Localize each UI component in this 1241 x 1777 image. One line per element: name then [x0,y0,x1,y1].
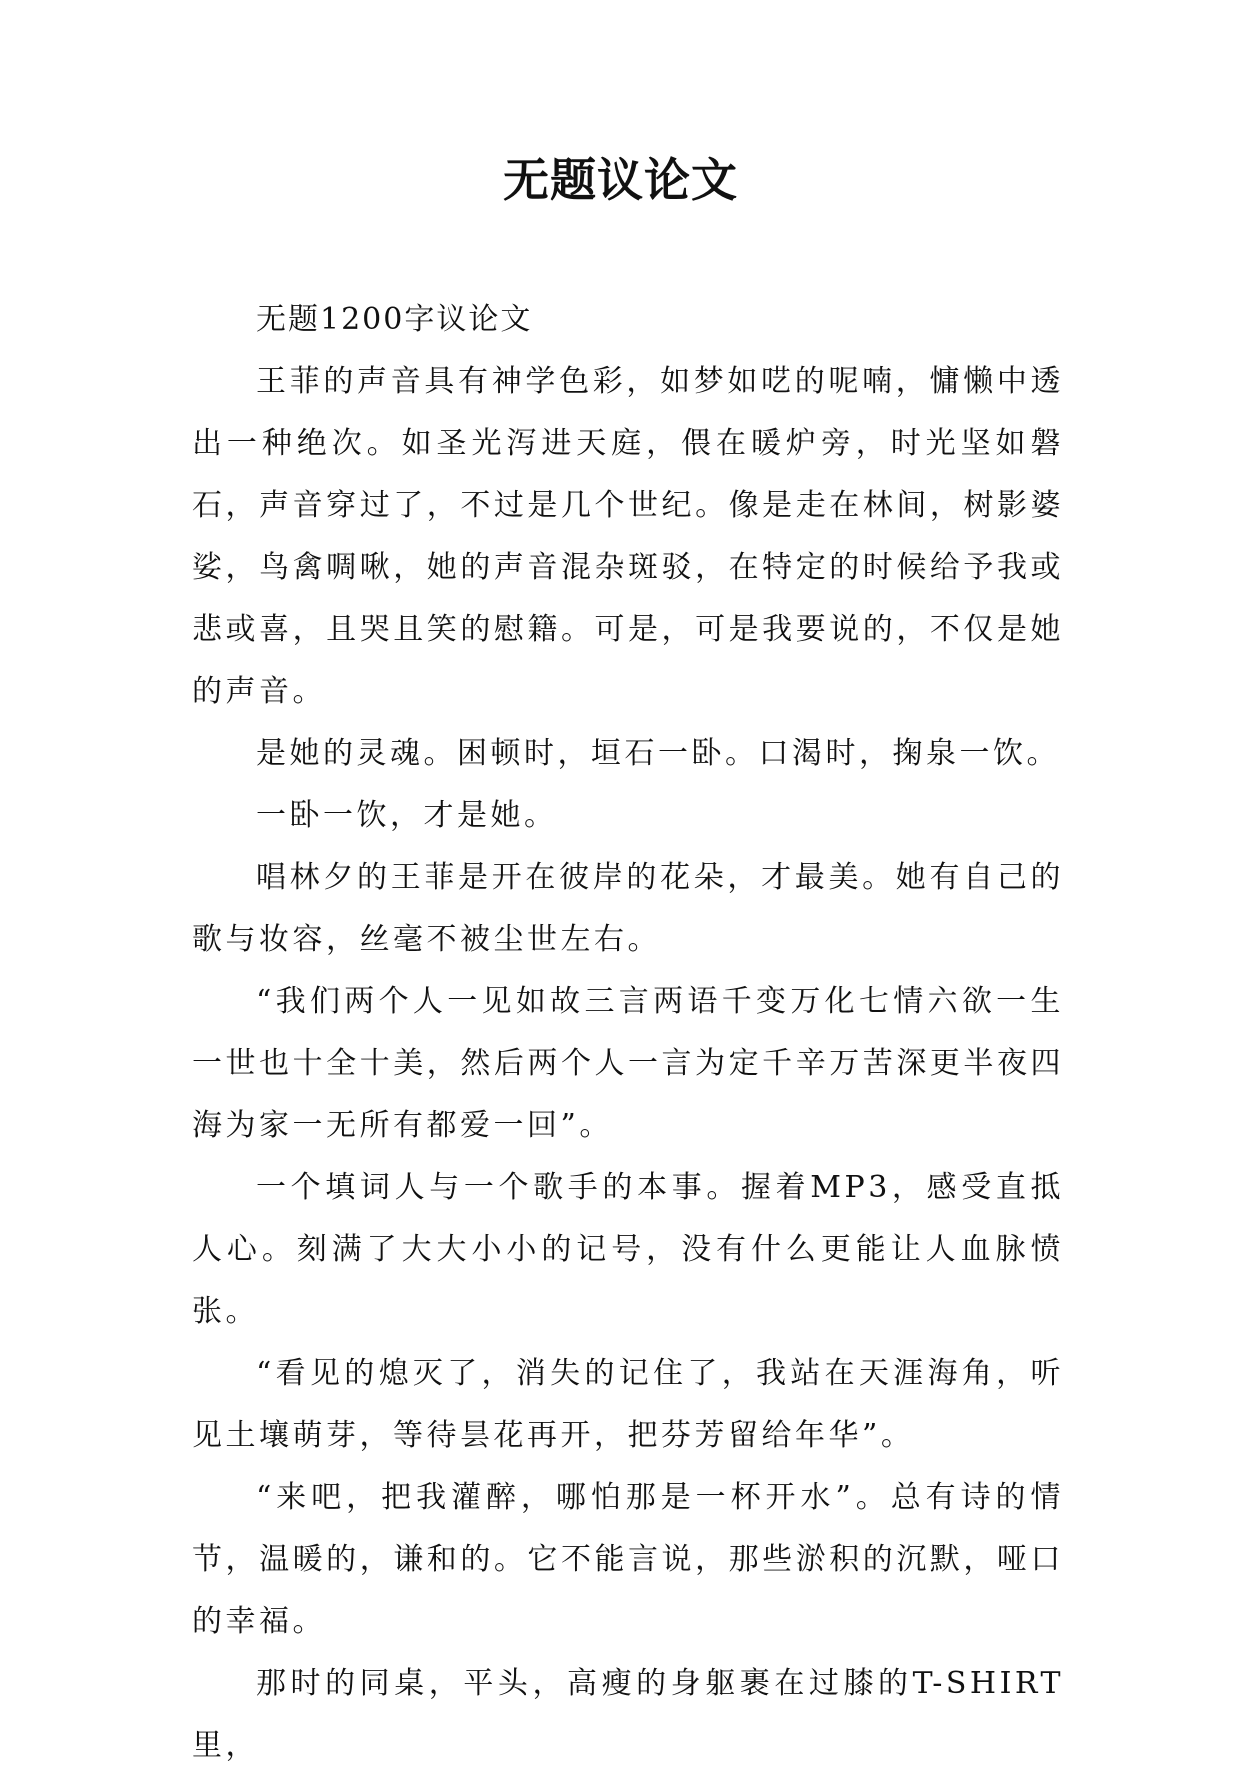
document-title: 无题议论文 [503,153,738,207]
body-paragraph: 王菲的声音具有神学色彩，如梦如呓的呢喃，慵懒中透出一种绝次。如圣光泻进天庭，偎在暖炉旁，时光坚如磐石，声音穿过了，不过是几个世纪。像是走在林间，树影婆娑，鸟禽啁啾，她的声音混杂斑驳，在特定的时候给予我或悲或喜，且哭且笑的慰籍。可是，可是我要说的，不仅是她的声音。 [192,364,1064,709]
body-paragraph: 一个填词人与一个歌手的本事。握着MP3，感受直抵人心。刻满了大大小小的记号，没有什么更能让人血脉愤张。 [192,1170,1064,1329]
body-paragraph: 一卧一饮，才是她。 [256,798,558,833]
body-paragraph: 唱林夕的王菲是开在彼岸的花朵，才最美。她有自己的歌与妆容，丝毫不被尘世左右。 [192,860,1064,957]
body-paragraph: 是她的灵魂。困顿时，垣石一卧。口渴时，掬泉一饮。 [256,736,1060,771]
body-paragraph: “来吧，把我灌醉，哪怕那是一杯开水”。总有诗的情节，温暖的，谦和的。它不能言说，那些淤积的沉默，哑口的幸福。 [192,1480,1064,1639]
body-paragraph: “看见的熄灭了，消失的记住了，我站在天涯海角，听见土壤萌芽，等待昙花再开，把芬芳留给年华”。 [192,1356,1064,1453]
document-body [192,289,1064,1777]
body-paragraph: “我们两个人一见如故三言两语千变万化七情六欲一生一世也十全十美，然后两个人一言为定千辛万苦深更半夜四海为家一无所有都爱一回”。 [192,984,1064,1143]
subtitle-paragraph: 无题1200字议论文 [256,302,533,337]
body-paragraph: 那时的同桌，平头，高瘦的身躯裹在过膝的T-SHIRT里， [192,1666,1064,1763]
